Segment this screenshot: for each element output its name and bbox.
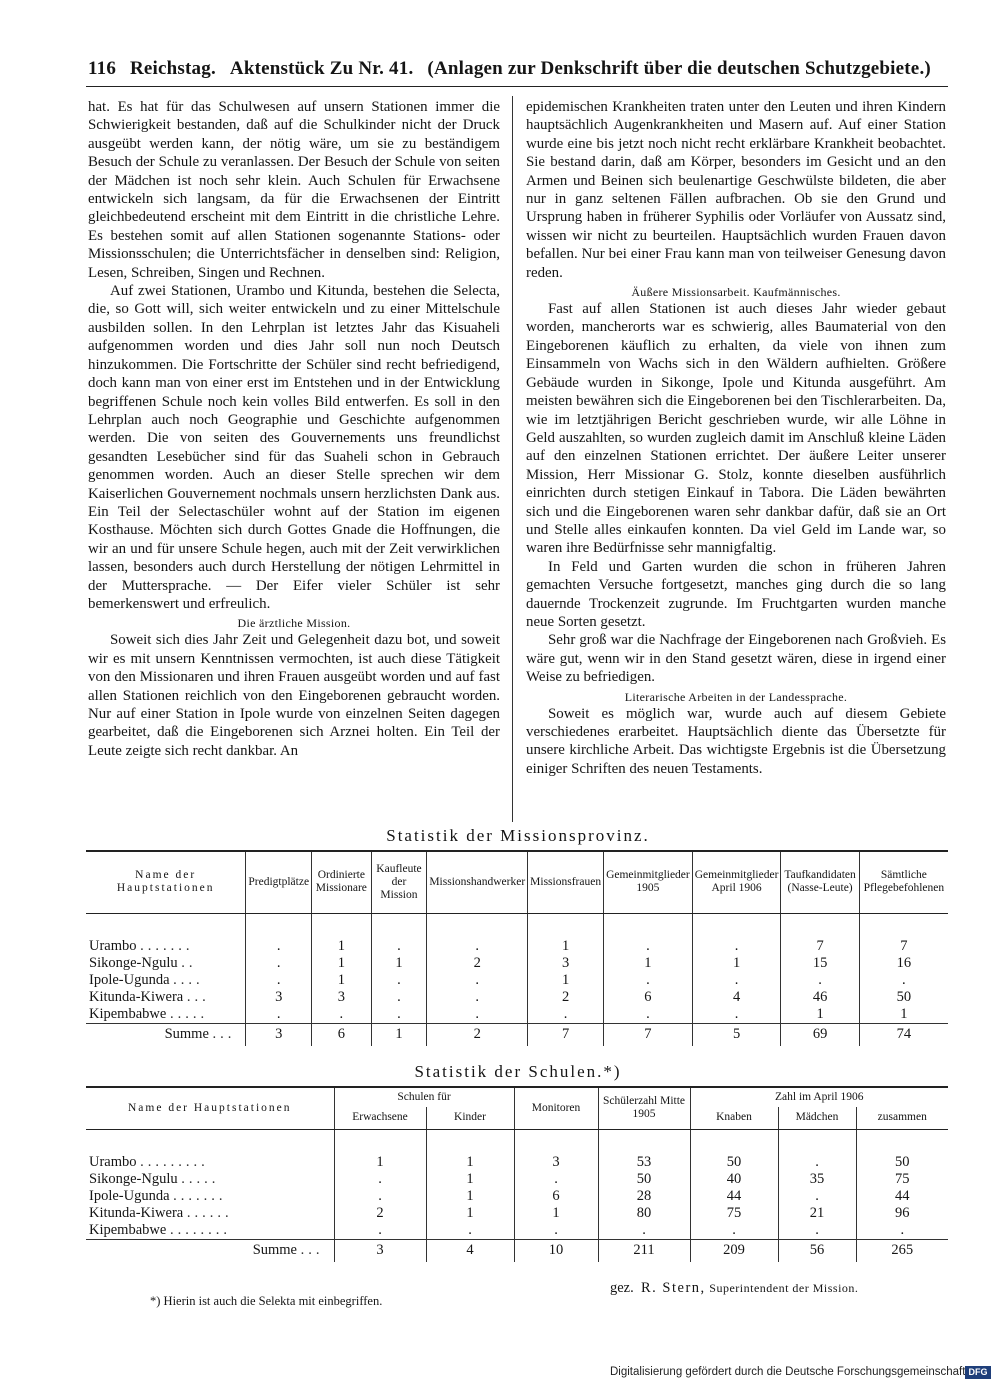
t1-sum-cell: 7 [604, 1023, 693, 1046]
t1-cell: 7 [859, 938, 948, 955]
t1-header-craftsmen: Missionshandwerker [427, 851, 528, 913]
t1-row4-name: Kitunda-Kiwera [89, 988, 184, 1005]
t1-cell: 1 [859, 1006, 948, 1024]
t2-cell: . [778, 1154, 856, 1171]
t2-header-schools: Schulen für [334, 1087, 514, 1107]
left-paragraph-3: Soweit sich dies Jahr Zeit und Gelegenheit dazu bot, und soweit wir es mit unsern Kenntnissen vermochten, ist auch diese Tätigkeit von den Missionaren und ihren Frauen ausgeübt worden und auf fast allen Stationen reichlich von den Eingeborenen gebraucht worden. Nur auf einer Station in Ipole wurde von einzelnen Seiten dagegen gearbeitet, daß die Eingeborenen sich Arznei holten. Ein Teil der Leute zeigte sich recht dankbar. An [88, 632, 500, 759]
right-column [526, 98, 946, 778]
t2-cell: 3 [514, 1154, 598, 1171]
left-paragraph-1: hat. Es hat für das Schulwesen auf unsern Stationen immer die Schwierigkeit bestanden, daß auf die Schulkinder nicht der Druck ausgeübt werden kann, der nötig wäre, um sie zu beständigem Besuch der Schule zu veranlassen. Der Besuch der Schule von seiten der Mädchen ist noch sehr klein. Auch Schulen für Erwachsene entwickeln sich langsam, da für die Erwachsenen der Eintritt gleichbedeutend erscheint mit dem Eintritt in die christliche Lehre. Es bestehen somit auf allen Stationen sogenannte Stations- oder Missionsschulen; die Unterrichtsfächer in denselben sind: Religion, Lesen, Schreiben, Singen und Rechnen. [88, 99, 500, 281]
t2-cell: 6 [514, 1188, 598, 1205]
t1-cell: 1 [312, 955, 372, 972]
t2-sum-cell: 3 [334, 1239, 426, 1262]
t1-sum-cell: 2 [427, 1023, 528, 1046]
t2-sum-cell: 211 [598, 1239, 690, 1262]
t2-cell: 1 [514, 1205, 598, 1222]
t2-row2-name: Sikonge-Ngulu [89, 1170, 178, 1187]
t1-header-name: Name der Hauptstationen [86, 851, 246, 913]
t1-cell: . [246, 972, 312, 989]
t2-cell: . [334, 1222, 426, 1240]
t2-cell: 80 [598, 1205, 690, 1222]
t2-cell: . [514, 1222, 598, 1240]
header-title: Reichstag. [130, 58, 216, 79]
t2-cell: 40 [690, 1171, 778, 1188]
t2-row4-name: Kitunda-Kiwera [89, 1204, 184, 1221]
t1-cell: 1 [528, 972, 604, 989]
t1-cell: 2 [528, 989, 604, 1006]
t1-cell: 7 [781, 938, 859, 955]
right-paragraph-1: epidemischen Krankheiten traten unter den Leuten und ihren Kindern hauptsächlich Augenkrankheiten und Masern auf. Auf einer Station wurde eine bis jetzt noch nicht recht erklärbare Krankheit beobachtet. Sie bestand darin, daß am Körper, besonders im Gesicht und an den Armen und Beinen sich beulenartige Geschwülste bildeten, die aber nur in ganz seltenen Fällen aufbrachen. Ob sie den Grund und Ursprung haben in früherer Syphilis oder Vorläufer von Aussatz sind, wissen wir nicht zu beurteilen. Hauptsächlich wurden Frauen davon befallen. Nur bei einer Frau kann man von teilweiser Genesung davon reden. [526, 99, 946, 281]
t1-header-all-wards: Sämtliche Pflegebefohlenen [859, 851, 948, 913]
signature-role: Superintendent der Mission. [709, 1281, 859, 1295]
table-row: Ipole-Ugunda .... . 1 . . 1 . . . . [86, 972, 948, 989]
table-sum-row: Summe ... 3 4 10 211 209 56 265 [86, 1239, 948, 1262]
page-header [88, 58, 948, 82]
t2-cell: 50 [690, 1154, 778, 1171]
t1-cell: . [246, 1006, 312, 1024]
t1-cell: 50 [859, 989, 948, 1006]
t1-cell: . [371, 989, 427, 1006]
t2-sum-cell: 56 [778, 1239, 856, 1262]
t2-row1-name: Urambo [89, 1153, 137, 1170]
t1-cell: . [604, 972, 693, 989]
right-paragraph-3: In Feld und Garten wurden die schon in früheren Jahren gemachten Versuche fortgesetzt, manches ging durch die so lang dauernde Trockenzeit zugrunde. Im Fruchtgarten wurden manche neue Sorten gesetzt. [526, 558, 946, 630]
t1-cell: . [427, 1006, 528, 1024]
t1-cell: . [427, 972, 528, 989]
column-divider [512, 96, 513, 822]
t1-cell: . [692, 972, 781, 989]
t1-cell: . [604, 938, 693, 955]
t2-cell: 35 [778, 1171, 856, 1188]
t2-sum-cell: 4 [426, 1239, 514, 1262]
t2-sum-cell: 10 [514, 1239, 598, 1262]
t2-cell: 53 [598, 1154, 690, 1171]
t2-header-children: Kinder [426, 1107, 514, 1129]
t1-header-ordained-missionaries: Ordinierte Missionare [312, 851, 372, 913]
t1-cell: 4 [692, 989, 781, 1006]
right-paragraph-4: Sehr groß war die Nachfrage der Eingeborenen nach Großvieh. Es wäre gut, wenn wir in den Stand gesetzt wären, diese in irgend einer Weise zu befriedigen. [526, 632, 946, 686]
t2-cell: . [426, 1222, 514, 1240]
t1-cell: 3 [528, 955, 604, 972]
t2-header-total: zusammen [856, 1107, 948, 1129]
table2-title: Statistik der Schulen.*) [414, 1062, 622, 1081]
t1-cell: . [427, 989, 528, 1006]
t2-header-pupils-1905: Schülerzahl Mitte 1905 [598, 1087, 690, 1129]
table-row: Kitunda-Kiwera ...... 2 1 1 80 75 21 96 [86, 1205, 948, 1222]
footnote: *) Hierin ist auch die Selekta mit einbegriffen. [150, 1294, 383, 1308]
t1-sum-cell: 5 [692, 1023, 781, 1046]
signature-prefix: gez. [610, 1280, 634, 1296]
t2-cell: 28 [598, 1188, 690, 1205]
t2-sum-label: Summe [252, 1242, 297, 1258]
t2-row3-name: Ipole-Ugunda [89, 1187, 170, 1204]
t1-cell: 46 [781, 989, 859, 1006]
header-section: (Anlagen zur Denkschrift über die deutschen Schutzgebiete.) [427, 58, 931, 79]
t2-header-monitors: Monitoren [514, 1087, 598, 1129]
t2-sum-cell: 265 [856, 1239, 948, 1262]
t1-cell: 6 [604, 989, 693, 1006]
heading-outer-mission: Äußere Missionsarbeit. Kaufmännisches. [631, 285, 841, 300]
t1-cell: . [371, 972, 427, 989]
t2-cell: . [778, 1188, 856, 1205]
t2-cell: 50 [856, 1154, 948, 1171]
signature-name: R. Stern, [641, 1280, 706, 1296]
t2-sum-cell: 209 [690, 1239, 778, 1262]
t2-cell: 1 [426, 1171, 514, 1188]
t1-row2-name: Sikonge-Ngulu [89, 954, 178, 971]
t1-row1-name: Urambo [89, 937, 137, 954]
t1-cell: 1 [312, 972, 372, 989]
t1-sum-cell: 6 [312, 1023, 372, 1046]
t2-cell: 96 [856, 1205, 948, 1222]
t1-cell: . [692, 938, 781, 955]
t2-cell: 50 [598, 1171, 690, 1188]
t2-cell: . [856, 1222, 948, 1240]
t2-cell: . [514, 1171, 598, 1188]
t1-sum-cell: 3 [246, 1023, 312, 1046]
t1-header-baptism-candidates: Taufkandidaten (Nasse-Leute) [781, 851, 859, 913]
t2-cell: . [690, 1222, 778, 1240]
t1-cell: 1 [781, 1006, 859, 1024]
left-paragraph-2: Auf zwei Stationen, Urambo und Kitunda, bestehen die Selecta, die, so Gott will, sich weiter entwickeln und zu einer Mittelschule ausbilden sollen. In den Lehrplan ist letztes Jahr das Kisuaheli aufgenommen worden und dies Jahr soll nun noch Deutsch hinzukommen. Die Fortschritte der Schüler sind recht befriedigend, doch kann man von einer erst im Entstehen und in der Entwicklung begriffenen Schule noch kein volles Bild entwerfen. Es soll in den Lehrplan auch noch Geographie und Geschichte aufgenommen werden. Die von seiten des Gouvernements uns freundlichst gesandten Lesebücher sind für das Suaheli schon in Gebrauch genommen worden. Auch an dieser Stelle sprechen wir dem Kaiserlichen Gouvernement nochmals unsern herzlichsten Dank aus. Ein Teil der Selectaschüler wohnt auf der Station im eigenen Kosthause. Möchten sich durch Gottes Gnade die Hoffnungen, die wir an und für unsere Schule hegen, auch mit der Zeit verwirklichen lassen, besonders auch durch Herstellung der nötigen Lehrmittel in der Muttersprache. — Der Eifer vieler Schüler ist sehr bemerkenswert und erfreulich. [88, 283, 500, 612]
table-row: Kipembabwe ..... . . . . . . . 1 1 [86, 1006, 948, 1024]
t2-cell: 21 [778, 1205, 856, 1222]
page-number: 116 [88, 58, 117, 79]
t1-cell: 3 [312, 989, 372, 1006]
t2-cell: 75 [856, 1171, 948, 1188]
t2-header-boys: Knaben [690, 1107, 778, 1129]
t1-cell: . [427, 938, 528, 955]
table-row: Urambo ....... . 1 . . 1 . . 7 7 [86, 938, 948, 955]
right-paragraph-2: Fast auf allen Stationen ist auch dieses Jahr wieder gebaut worden, mancherorts war es schwierig, alles Baumaterial von den Eingeborenen käuflich zu erhalten, da viele von ihnen zum Einsammeln von Wachs sich in den Wäldern aufhielten. Größere Gebäude wurden in Sikonge, Ipole und Kitunda ausgeführt. Am meisten bewähren sich die Eingeborenen bei den Tischlerarbeiten. Da, wie im letztjährigen Bericht geschrieben wurde, wir alle Löhne in Geld auszahlten, so wurden zugleich damit im Anschluß kleine Läden auf den einzelnen Stationen errichtet. Der äußere Leiter unserer Mission, Herr Missionar G. Stolz, konnte dieselben ausführlich einrichten durch stetigen Einkauf in Tabora. Die Läden bewährten sich und die Eingeborenen waren sehr dankbar dafür, daß sie an Ort und Stelle alles einkaufen konnten. Da viel Geld im Lande war, so waren ihre Bedürfnisse sehr mannigfaltig. [526, 301, 946, 557]
mission-province-table [86, 850, 948, 1046]
t1-cell: 2 [427, 955, 528, 972]
t1-cell: 16 [859, 955, 948, 972]
t1-row3-name: Ipole-Ugunda [89, 971, 170, 988]
t2-cell: . [778, 1222, 856, 1240]
t1-cell: 1 [371, 955, 427, 972]
signature [610, 1280, 858, 1297]
t1-cell: . [781, 972, 859, 989]
t1-cell: 1 [692, 955, 781, 972]
t1-cell: 3 [246, 989, 312, 1006]
t2-cell: . [334, 1171, 426, 1188]
table-sum-row: Summe ... 3 6 1 2 7 7 5 69 74 [86, 1023, 948, 1046]
schools-table [86, 1086, 948, 1262]
t1-cell: . [604, 1006, 693, 1024]
t2-cell: 1 [426, 1154, 514, 1171]
table-row: Urambo ......... 1 1 3 53 50 . 50 [86, 1154, 948, 1171]
t1-cell: 1 [528, 938, 604, 955]
t2-cell: 1 [426, 1205, 514, 1222]
dfg-logo: DFG [965, 1366, 991, 1379]
table-row: Sikonge-Ngulu ..... . 1 . 50 40 35 75 [86, 1171, 948, 1188]
t2-header-adults: Erwachsene [334, 1107, 426, 1129]
t1-cell: 1 [312, 938, 372, 955]
table-row: Kitunda-Kiwera ... 3 3 . . 2 6 4 46 50 [86, 989, 948, 1006]
t1-cell: . [246, 938, 312, 955]
t2-cell: 44 [856, 1188, 948, 1205]
table-row: Kipembabwe ........ . . . . . . . [86, 1222, 948, 1240]
t1-cell: . [859, 972, 948, 989]
t1-cell: 15 [781, 955, 859, 972]
t2-cell: 1 [334, 1154, 426, 1171]
t2-header-april-1906: Zahl im April 1906 [690, 1087, 948, 1107]
heading-medical-mission: Die ärztliche Mission. [237, 616, 351, 631]
t1-row5-name: Kipembabwe [89, 1005, 167, 1022]
t1-header-members-1905: Gemeinmitglieder 1905 [604, 851, 693, 913]
t1-cell: . [246, 955, 312, 972]
t1-header-members-1906: Gemeinmitglieder April 1906 [692, 851, 781, 913]
t1-cell: . [692, 1006, 781, 1024]
t2-header-girls: Mädchen [778, 1107, 856, 1129]
t2-cell: 2 [334, 1205, 426, 1222]
right-paragraph-5: Soweit es möglich war, wurde auch auf diesem Gebiete verschiedenes erarbeitet. Hauptsächlich diente das Übersetzte für unsere kirchliche Arbeit. Das wichtigste Ergebnis ist die Übersetzung einiger Schriften des neuen Testaments. [526, 705, 946, 777]
t1-cell: . [371, 938, 427, 955]
t1-sum-cell: 69 [781, 1023, 859, 1046]
left-column [88, 98, 500, 760]
t1-sum-cell: 74 [859, 1023, 948, 1046]
t1-cell: . [371, 1006, 427, 1024]
table-row: Ipole-Ugunda ....... . 1 6 28 44 . 44 [86, 1188, 948, 1205]
header-rule [86, 86, 948, 87]
table1-title: Statistik der Missionsprovinz. [386, 826, 650, 845]
t2-cell: . [598, 1222, 690, 1240]
t2-header-name: Name der Hauptstationen [86, 1087, 334, 1129]
t1-sum-cell: 1 [371, 1023, 427, 1046]
header-subtitle: Aktenstück Zu Nr. 41. [229, 58, 414, 79]
table-row: Sikonge-Ngulu .. . 1 1 2 3 1 1 15 16 [86, 955, 948, 972]
t2-cell: 1 [426, 1188, 514, 1205]
t1-sum-label: Summe [164, 1026, 209, 1042]
t1-header-preaching-places: Predigtplätze [246, 851, 312, 913]
t1-cell: . [312, 1006, 372, 1024]
t2-cell: . [334, 1188, 426, 1205]
t2-cell: 44 [690, 1188, 778, 1205]
t1-header-mission-wives: Missionsfrauen [528, 851, 604, 913]
t2-cell: 75 [690, 1205, 778, 1222]
heading-literary-work: Literarische Arbeiten in der Landessprache. [624, 689, 848, 704]
t1-cell: 1 [604, 955, 693, 972]
t1-sum-cell: 7 [528, 1023, 604, 1046]
digitization-credit: Digitalisierung gefördert durch die Deutsche Forschungsgemeinschaft [610, 1366, 966, 1378]
t2-row5-name: Kipembabwe [89, 1221, 167, 1238]
t1-header-merchants: Kaufleute der Mission [371, 851, 427, 913]
t1-cell: . [528, 1006, 604, 1024]
